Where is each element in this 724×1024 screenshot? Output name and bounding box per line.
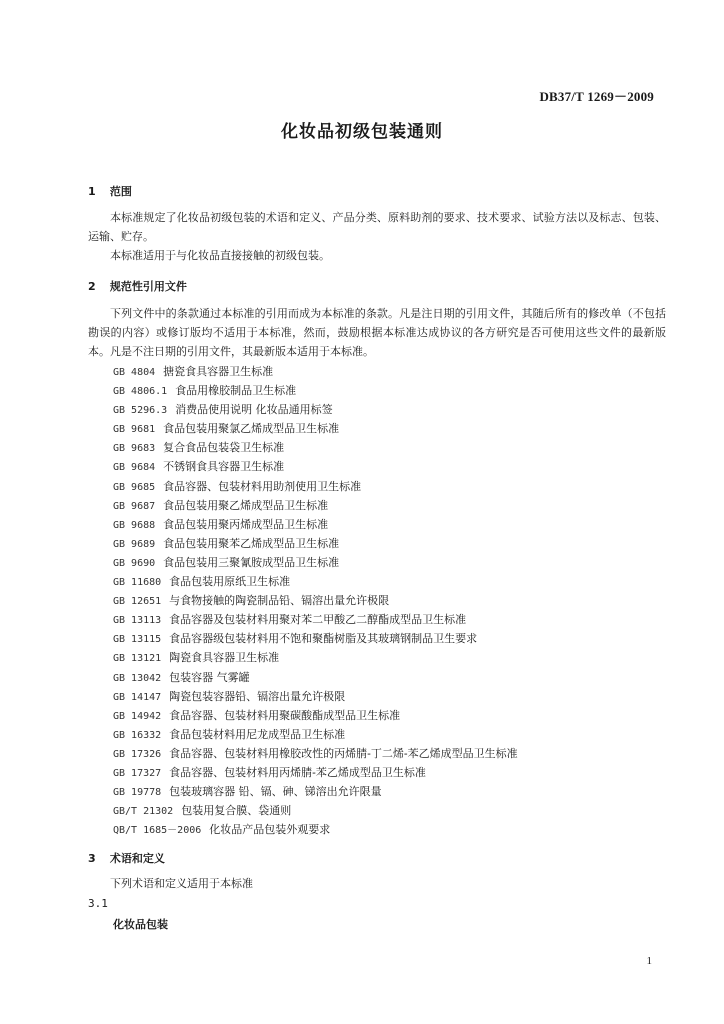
section-heading-scope: [88, 183, 132, 199]
reference-item: [113, 457, 518, 476]
reference-code: GB 9687: [113, 500, 156, 512]
reference-item: [113, 744, 518, 763]
reference-code: GB 5296.3: [113, 405, 168, 417]
reference-item: [113, 687, 518, 706]
reference-title: 食品容器、包装材料用橡胶改性的丙烯腈-丁二烯-苯乙烯成型品卫生标准: [169, 746, 518, 760]
reference-code: GB 13115: [113, 634, 162, 646]
reference-title: 搪瓷食具容器卫生标准: [163, 365, 274, 378]
reference-title: 食品容器及包装材料用聚对苯二甲酸乙二醇酯成型品卫生标准: [169, 613, 467, 627]
reference-code: GB 13121: [113, 653, 162, 665]
reference-title: 包装用复合膜、袋通则: [181, 804, 292, 818]
reference-item: [113, 820, 518, 839]
term-heading: 化妆品包装: [113, 918, 168, 931]
scope-paragraph-1: 本标准规定了化妆品初级包装的术语和定义、产品分类、原料助剂的要求、技术要求、试验方法以及标志、包装、运输、贮存。: [88, 211, 666, 243]
reference-title: 与食物接触的陶瓷制品铅、镉溶出量允许极限: [169, 594, 390, 608]
reference-code: GB 16332: [113, 729, 162, 741]
reference-title: 化妆品产品包装外观要求: [209, 823, 331, 837]
reference-item: [113, 591, 518, 610]
page-number: 1: [646, 955, 652, 967]
reference-title: 陶瓷食具容器卫生标准: [169, 651, 280, 665]
reference-item: [113, 572, 518, 591]
scope-paragraph-2: 本标准适用于与化妆品直接接触的初级包装。: [110, 249, 330, 262]
reference-title: 食品包装用聚乙烯成型品卫生标准: [163, 498, 329, 512]
reference-title: 食品容器、包装材料用聚碳酸酯成型品卫生标准: [169, 708, 401, 722]
section-title: 术语和定义: [109, 852, 165, 865]
reference-code: GB 14147: [113, 691, 162, 703]
section-title: 规范性引用文件: [109, 280, 187, 293]
section-number: 1: [88, 185, 96, 198]
reference-item: [113, 725, 518, 744]
references-intro-paragraph: 下列文件中的条款通过本标准的引用而成为本标准的条款。凡是注日期的引用文件，其随后所有的修改单（不包括勘误的内容）或修订版均不适用于本标准，然而，鼓励根据本标准达成协议的各方研究是否可使用这些文件的最新版本。凡是不注日期的引用文件，其最新版本适用于本标准。: [88, 307, 666, 358]
reference-title: 食品包装用聚苯乙烯成型品卫生标准: [163, 536, 340, 550]
reference-item: [113, 553, 518, 572]
reference-title: 食品包装用三聚氰胺成型品卫生标准: [163, 555, 340, 569]
section-heading-normative-references: [88, 278, 187, 294]
reference-title: 食品包装用原纸卫生标准: [169, 575, 291, 589]
reference-item: [113, 782, 518, 801]
reference-code: GB 9689: [113, 538, 156, 550]
reference-title: 食品包装用聚氯乙烯成型品卫生标准: [163, 422, 340, 436]
reference-code: GB 9681: [113, 424, 156, 436]
reference-item: [113, 496, 518, 515]
reference-code: GB 11680: [113, 577, 162, 589]
subsection-number: 3.1: [88, 897, 108, 910]
reference-title: 不锈钢食具容器卫生标准: [163, 460, 285, 474]
reference-item: [113, 706, 518, 725]
reference-code: GB 9688: [113, 519, 156, 531]
reference-title: 食品包装材料用尼龙成型品卫生标准: [169, 727, 346, 741]
reference-item: [113, 763, 518, 782]
reference-title: 食品用橡胶制品卫生标准: [175, 384, 297, 398]
reference-title: 食品容器级包装材料用不饱和聚酯树脂及其玻璃钢制品卫生要求: [169, 632, 478, 646]
section-number: 3: [88, 852, 96, 865]
reference-item: [113, 362, 518, 381]
reference-code: GB 9683: [113, 443, 156, 455]
reference-item: [113, 400, 518, 419]
reference-code: GB 13113: [113, 615, 162, 627]
reference-code: GB 17327: [113, 767, 162, 779]
reference-title: 陶瓷包装容器铅、镉溶出量允许极限: [169, 689, 346, 703]
reference-title: 包装容器 气雾罐: [169, 670, 250, 684]
document-title: 化妆品初级包装通则: [281, 122, 443, 142]
reference-code: GB 14942: [113, 710, 162, 722]
reference-code: GB 9684: [113, 462, 156, 474]
reference-title: 食品容器、包装材料用助剂使用卫生标准: [163, 479, 362, 493]
reference-item: [113, 477, 518, 496]
reference-code: GB 9685: [113, 481, 156, 493]
reference-item: [113, 668, 518, 687]
reference-item: [113, 801, 518, 820]
reference-code: GB/T 21302: [113, 806, 174, 818]
reference-code: GB 13042: [113, 672, 162, 684]
reference-code: GB 12651: [113, 596, 162, 608]
reference-code: GB 19778: [113, 787, 162, 799]
section-heading-terms: [88, 850, 165, 866]
reference-item: [113, 419, 518, 438]
reference-item: [113, 534, 518, 553]
reference-item: [113, 610, 518, 629]
reference-code: GB 4804: [113, 367, 156, 378]
reference-item: [113, 438, 518, 457]
terms-intro-paragraph: 下列术语和定义适用于本标准: [110, 877, 253, 890]
reference-item: [113, 648, 518, 667]
reference-title: 包装玻璃容器 铅、镉、砷、锑溶出允许限量: [169, 785, 382, 799]
reference-title: 消费品使用说明 化妆品通用标签: [175, 403, 333, 417]
reference-code: GB 4806.1: [113, 386, 168, 398]
reference-code: QB/T 1685－2006: [113, 825, 202, 837]
reference-title: 食品容器、包装材料用丙烯腈-苯乙烯成型品卫生标准: [169, 765, 426, 779]
standard-code: DB37/T 1269－2009: [539, 89, 654, 104]
reference-item: [113, 381, 518, 400]
section-number: 2: [88, 280, 96, 293]
reference-item: [113, 629, 518, 648]
reference-title: 复合食品包装袋卫生标准: [163, 441, 285, 455]
reference-code: GB 17326: [113, 748, 162, 760]
reference-code: GB 9690: [113, 557, 156, 569]
section-title: 范围: [109, 185, 132, 198]
reference-list: [113, 362, 518, 839]
reference-title: 食品包装用聚丙烯成型品卫生标准: [163, 517, 329, 531]
reference-item: [113, 515, 518, 534]
